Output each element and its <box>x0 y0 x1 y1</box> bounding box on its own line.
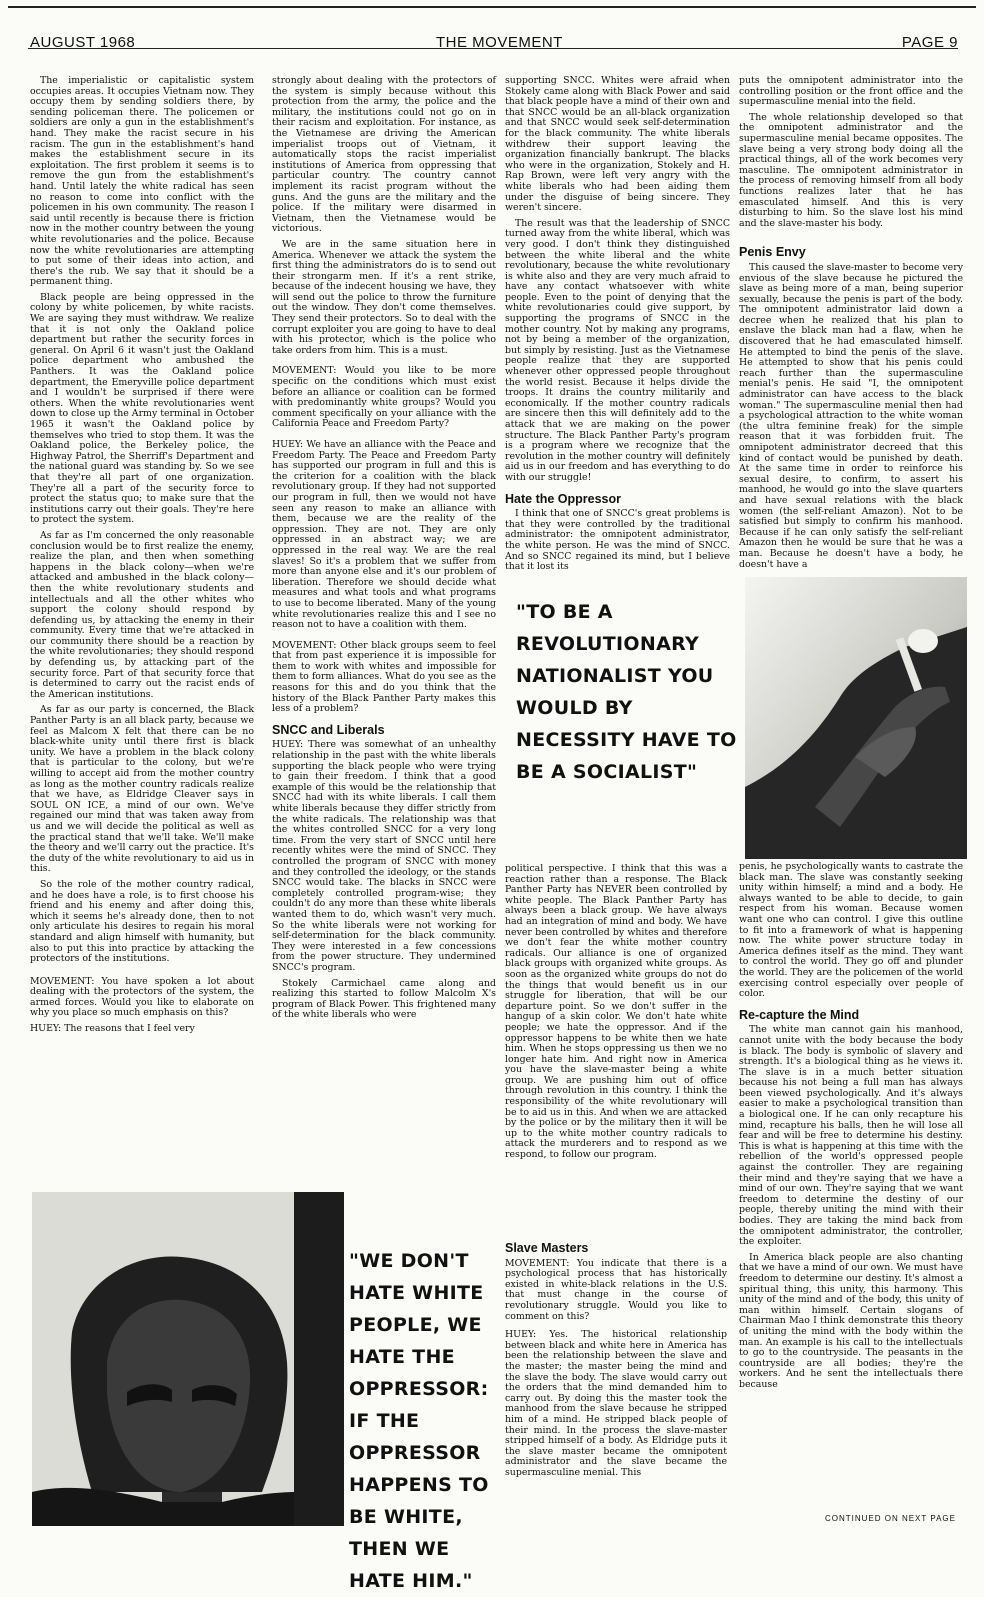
continued-notice: CONTINUED ON NEXT PAGE <box>824 1514 956 1523</box>
top-border <box>8 6 976 8</box>
column-6 <box>505 1243 727 1528</box>
pull-quote-oppressor: "WE DON'T HATE WHITE PEOPLE, WE HATE THE OPPRESSOR: IF THE OPPRESSOR HAPPENS TO BE WHITE, THEN WE HATE HIM." <box>349 1250 489 1592</box>
interview-question: MOVEMENT: Would you like to be more specific on the conditions which must exist before an alliance or coalition can be formed with predominantly white groups? Would you comment specifically on your alliance with the California Peace and Freedom Party? <box>272 365 496 430</box>
pull-quote-socialist: "TO BE A REVOLUTIONARY NATIONALIST YOU WOULD BY NECESSITY HAVE TO BE A SOCIALIST" <box>516 601 737 783</box>
photo-portrait <box>32 1192 344 1526</box>
column-4 <box>739 76 963 572</box>
column-7 <box>739 862 963 1527</box>
column-3 <box>505 75 730 573</box>
section-heading-recapture-mind: Re-capture the Mind <box>739 1007 860 1022</box>
paragraph: In America black people are also chanting that we have a mind of our own. We must have freedom to determine our destiny. It's almost a spiritual thing, this unity, this harmony. This unity of the mind and of the body, this unity of man within himself. Certain slogans of Chairman Mao I think demonstrate this theory of uniting the mind with the body within the man. An example is his call to the intellectuals to go to the countryside. The peasants in the countryside are all bodies; they're the workers. And he sent the intellectuals there because <box>739 1251 963 1390</box>
paragraph: As far as our party is concerned, the Black Panther Party is an all black party, because we feel as Malcom X felt that there can be no black-white unity until there first is black unity. We have a problem in the black colony that is particular to the colony, but we're willing to accept aid from the mother country as long as the mother country radicals realize that we have, as Eldridge Cleaver says in SOUL ON ICE, a mind of our own. We've regained our mind that was taken away from us and we will decide the political as well as the practical stand that we'll take. We'll make the theory and we'll carry out the practice. It's the duty of the white revolutionary to aid us in this. <box>30 704 254 875</box>
paragraph: political perspective. I think that this was a reaction rather than a response. The Black Panther Party has NEVER been controlled by white people. The Black Panther Party has always been a black group. We have always had an integration of mind and body. We have never been controlled by whites and therefore we don't fear the white mother country radicals. Our alliance is one of organized black groups with organized white groups. As soon as the organized white groups do not do the things that would benefit us in our struggle for liberation, that will be our departure point. So we don't suffer in the hangup of a skin color. We don't hate white people; we hate the oppressor. And if the oppressor happens to be white then we hate him. When he stops oppressing us then we no longer hate him. And right now in America you have the slave-master being a white group. We are pushing him out of office through revolution in this country. I think the responsibility of the white revolutionary will be to aid us in this. And when we are attacked by the police or by the military then it will be up to the white mother country radicals to attack the murderers and to respond as we respond, to follow our program. <box>505 863 727 1161</box>
paragraph: Black people are being oppressed in the colony by white policemen, by white racists. We are saying they must withdraw. We realize that it is not only the Oakland police department but rather the security forces in general. On April 6 it wasn't just the Oakland police department who ambushed the Panthers. It was the Oakland police department, the Emeryville police department and I wouldn't be surprised if there were others. When the white revolutionaries went down to close up the Army terminal in October 1965 it wasn't the Oakland police by themselves who tried to stop them. It was the Oakland police, the Berkeley police, the Highway Patrol, the Sherriff's Department and the national guard was standing by. So we see that they're all part of one organization. They're all a part of the security force to protect the status quo; to make sure that the institutions carry out their goals. They're here to protect the system. <box>30 291 254 526</box>
column-1 <box>30 76 254 1161</box>
paragraph: The white man cannot gain his manhood, cannot unite with the body because the body is black. The body is symbolic of slavery and strength. It's a biological thing as he views it. The slave is in a much better situation because his not being a full man has always been viewed psychologically. And it's always easier to make a psychological transition than a biological one. If he can only recapture his mind, recapture his balls, then he will lose all fear and will be free to determine his destiny. This is what is happening at this time with the rebellion of the world's oppressed people against the controller. They are regaining their mind and they're saying that we have a mind of our own. They're saying that we want freedom to determine the destiny of our people, thereby uniting the mind with their bodies. They are taking the mind back from the omnipotent administrator, the controller, the exploiter. <box>739 1024 963 1248</box>
paragraph: As far as I'm concerned the only reasonable conclusion would be to first realize the enemy, realize the plan, and then when something happens in the black colony—when we're attacked and ambushed in the black colony—then the white revolutionary students and intellectuals and all the other whites who support the colony should respond by defending us, by attacking the enemy in their community. Every time that we're attacked in our community there should be a reaction by the white revolutionaries; they should respond by defending us, by attacking part of the security force. Part of that security force that is determined to carry out the racist ends of the American institutions. <box>30 529 254 700</box>
paragraph: This caused the slave-master to become very envious of the slave because he pictured the slave as being more of a man, being superior sexually, because the penis is part of the body. The omnipotent administrator laid down a decree when he realized that his plan to enslave the black man had a flaw, when he discovered that he had emasculated himself. He attempted to bind the penis of the slave. He attempted to show that his penis could reach further than the supermasculine menial's penis. He said "I, the omnipotent administrator can have access to the black woman." The supermasculine menial then had a psychological attraction to the white woman (the ultra feminine freak) for the simple reason that it was forbidden fruit. The omnipotent administrator decreed that this kind of contact would be punished by death. At the same time in order to reinforce his sexual desire, to confirm, to assert his manhood, he would go into the slave quarters and have sexual relations with the black women (the self-reliant Amazon). Not to be satisfied but simply to confirm his manhood. Because if he can only satisfy the self-reliant Amazon then he would be sure that he was a man. Because he doesn't have a body, he doesn't have a <box>739 261 963 570</box>
paragraph: I think that one of SNCC's great problems is that they were controlled by the traditional administrator: the omnipotent administrator, the white person. He was the mind of SNCC. And so SNCC regained its mind, but I believe that it lost its <box>505 508 730 573</box>
section-heading-penis-envy: Penis Envy <box>739 245 806 260</box>
column-2 <box>272 76 496 1166</box>
issue-date: AUGUST 1968 <box>30 34 136 51</box>
interview-question: MOVEMENT: Other black groups seem to feel that from past experience it is impossible for them to work with whites and impossible for them to form alliances. What do you see as the reasons for this and do you think that the history of the Black Panther Party makes this less of a problem? <box>272 639 496 715</box>
paragraph: Stokely Carmichael came along and realizing this started to follow Malcolm X's program of Black Power. This frightened many of the white liberals who were <box>272 977 496 1021</box>
paragraph: The result was that the leadership of SNCC turned away from the white liberal, which was very good. I don't think they distinguished between the white liberal and the white revolutionary, because the white revolutionary is white also and they are very much afraid to have any contact whatsoever with white people. Even to the point of denying that the white revolutionaries could give support, by supporting the programs of SNCC in the mother country. Not by making any programs, not by being a member of the organization, but simply by resisting. Just as the Vietnamese people realize that they are supported whenever other oppressed people throughout the world resist. Because it helps divide the troops. It drains the country militarily and economically. If the mother country radicals are sincere then this will definitely add to the attack that we are making on the power structure. The Black Panther Party's program is a program where we recognize that the revolution in the mother country will definitely aid us in our freedom and has everything to do with our struggle! <box>505 217 730 483</box>
paragraph: puts the omnipotent administrator into the controlling position or the front office and the supermasculine menial into the field. <box>739 75 963 108</box>
paragraph: supporting SNCC. Whites were afraid when Stokely came along with Black Power and said that black people have a mind of their own and that SNCC would be an all-black organization and that SNCC would seek self-determination for the black community. The white liberals withdrew their support leaving the organization financially bankrupt. The blacks who were in the organization, Stokely and H. Rap Brown, were left very angry with the white liberals who had been aiding them under the disguise of being sincere. They weren't sincere. <box>505 75 730 214</box>
interview-answer: HUEY: The reasons that I feel very <box>30 1023 195 1035</box>
header-rule <box>28 48 958 49</box>
page-header <box>30 14 958 51</box>
paragraph: So the role of the mother country radical, and he does have a role, is to first choose his friend and his enemy and after doing this, which it seems he's already done, then to not only articulate his desires to regain his moral standard and align himself with humanity, but also to put this into practice by attacking the protectors of the institutions. <box>30 878 254 965</box>
paragraph: The whole relationship developed so that the omnipotent administrator and the supermasculine menial became opposites. The slave being a very strong body doing all the practical things, all of the work becomes very masculine. The omnipotent administrator in the process of removing himself from all body functions realizes later that he has emasculated himself. And this is very disturbing to him. So the slave lost his mind and the slave-master his body. <box>739 111 963 229</box>
column-5 <box>505 864 727 1260</box>
paragraph: HUEY: There was somewhat of an unhealthy relationship in the past with the white liberals supporting the black people who were trying to gain their freedom. I think that a good example of this would be the relationship that SNCC had with its white liberals. I call them white liberals because they differ strictly from the white radicals. The relationship was that the whites controlled SNCC for a very long time. From the very start of SNCC until here recently whites were the mind of SNCC. They controlled the program of SNCC with money and they controlled the ideology, or the stands SNCC would take. The blacks in SNCC were completely controlled program-wise; they couldn't do any more than these white liberals wanted them to do, which wasn't very much. So the white liberals were not working for self-determination for the black community. They were interested in a few concessions from the power structure. They undermined SNCC's program. <box>272 739 496 973</box>
page-number: PAGE 9 <box>901 34 958 51</box>
interview-question: MOVEMENT: You indicate that there is a psychological process that has historically existed in white-black relations in the U.S. that must change in the course of revolutionary struggle. Would you like to comment on this? <box>505 1257 727 1322</box>
paragraph: penis, he psychologically wants to castrate the black man. The slave was constantly seeking unity within himself; a mind and a body. He always wanted to be able to decide, to gain respect from his woman. Because women want one who can control. I give this outline to fit into a framework of what is happening now. The white power structure today in America defines itself as the mind. They want to control the world. They go off and plunder the world. They are the policemen of the world exercising control especially over people of color. <box>739 861 963 1000</box>
interview-answer: HUEY: We have an alliance with the Peace and Freedom Party. The Peace and Freedom Party has supported our program in full and this is the criterion for a coalition with the black revolutionary group. If they had not supported our program in full, then we would not have seen any reason to make an alliance with them, because we are the reality of the oppression. They are not. They are only oppressed in an abstract way; we are oppressed in the real way. We are the real slaves! So it's a problem that we suffer from more than anyone else and it's our problem of liberation. Therefore we should decide what measures and what tools and what programs to use to become liberated. Many of the young white revolutionaries realize this and I see no reason not to have a coalition with them. <box>272 439 496 631</box>
paragraph: The imperialistic or capitalistic system occupies areas. It occupies Vietnam now. They occupy them by sending soldiers there, by sending policeman there. The policemen or soldiers are only a gun in the establishment's hand. They make the racist secure in his racism. The gun in the establishment's hand makes the establishment secure in its exploitation. The first problem it seems is to remove the gun from the establishment's hand. Until lately the white radical has seen no reason to come into conflict with the policemen in his own community. The reason I said until recently is because there is friction now in the mother country between the young white revolutionaries and the police. Because now the white revolutionaries are attempting to put some of their ideas into action, and there's the rub. We say that it should be a permanent thing. <box>30 75 254 288</box>
section-heading-slave-masters: Slave Masters <box>505 1241 589 1255</box>
masthead-title: THE MOVEMENT <box>436 34 563 51</box>
paragraph: strongly about dealing with the protectors of the system is simply because without this protection from the army, the police and the military, the institutions could not go on in their racism and exploitation. For instance, as the Vietnamese are driving the American imperialist troops out of Vietnam, it automatically stops the racist imperialist institutions of America from oppressing that particular country. The country cannot implement its racist program without the guns. And the guns are the military and the police. If the military were disarmed in Vietnam, then the Vietnamese would be victorious. <box>272 75 496 235</box>
section-heading-sncc-liberals: SNCC and Liberals <box>272 722 385 737</box>
interview-question: MOVEMENT: You have spoken a lot about dealing with the protectors of the system, the armed forces. Would you like to elaborate on why you place so much emphasis on this? <box>30 975 254 1019</box>
interview-answer: HUEY: Yes. The historical relationship between black and white here in America has been the relationship between the slave and the master; the master being the mind and the slave the body. The slave would carry out the orders that the mind demanded him to carry out. By doing this the master took the manhood from the slave because he stripped him of a mind. He stripped black people of their mind. In the process the slave-master stripped himself of a body. As Eldridge puts it the slave master became the omnipotent administrator and the slave became the supermasculine menial. This <box>505 1329 727 1478</box>
section-heading-hate-oppressor: Hate the Oppressor <box>505 491 622 506</box>
photo-hand-cigarette <box>745 577 967 859</box>
paragraph: We are in the same situation here in America. Whenever we attack the system the first thing the administrators do is to send out their strongarm men. If it's a rent strike, because of the indecent housing we have, they will send out the police to throw the furniture out the window. They don't come themselves. They send their protectors. So to deal with the corrupt exploiter you are going to have to deal with his protector, which is the police who take orders from him. This is a must. <box>272 238 496 356</box>
